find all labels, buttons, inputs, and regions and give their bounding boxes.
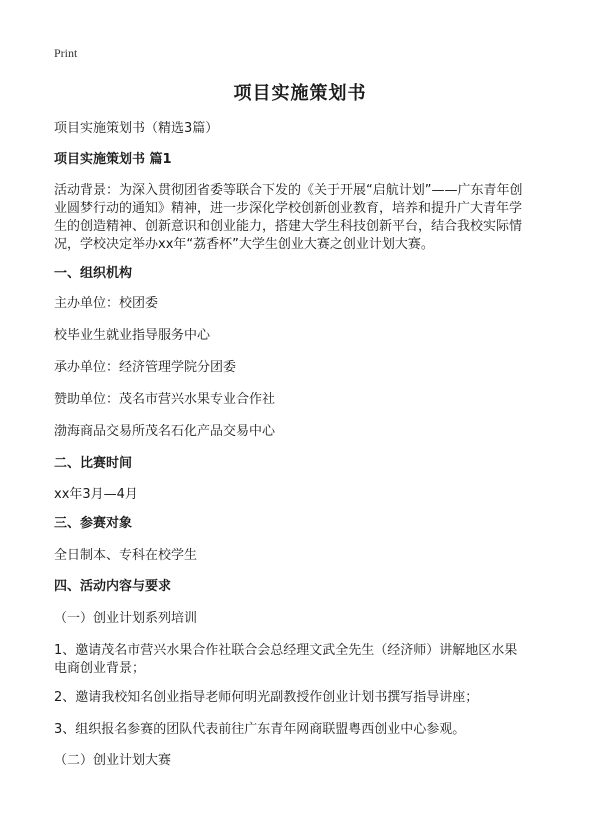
subheading-contest: （二）创业计划大赛	[54, 753, 172, 768]
target-value: 全日制本、专科在校学生	[54, 548, 198, 563]
section-heading: 项目实施策划书 篇1	[54, 152, 172, 167]
heading-content: 四、活动内容与要求	[54, 579, 172, 594]
background-line: 况，学校决定举办xx年“荔香杯”大学生创业大赛之创业计划大赛。	[54, 237, 434, 252]
org-host: 主办单位：校团委	[54, 296, 159, 311]
page-title: 项目实施策划书	[233, 83, 367, 104]
subheading-training: （一）创业计划系列培训	[54, 611, 198, 626]
background-line: 活动背景：为深入贯彻团省委等联合下发的《关于开展“启航计划”——广东青年创	[54, 183, 523, 198]
heading-organization: 一、组织机构	[54, 266, 133, 281]
print-link[interactable]: Print	[54, 46, 78, 60]
org-organizer: 承办单位：经济管理学院分团委	[54, 360, 237, 375]
item-3: 3、组织报名参赛的团队代表前往广东青年网商联盟粤西创业中心参观。	[54, 722, 466, 737]
background-paragraph	[54, 182, 544, 254]
org-sponsor: 赞助单位：茂名市营兴水果专业合作社	[54, 392, 276, 407]
item-1-line: 1、邀请茂名市营兴水果合作社联合会总经理文武全先生（经济师）讲解地区水果	[54, 643, 518, 658]
background-line: 业圆梦行动的通知》精神，进一步深化学校创新创业教育，培养和提升广大青年学	[54, 201, 523, 216]
item-1	[54, 642, 544, 678]
heading-target: 三、参赛对象	[54, 516, 133, 531]
org-host-2: 校毕业生就业指导服务中心	[54, 328, 211, 343]
background-line: 生的创造精神、创新意识和创业能力，搭建大学生科技创新平台，结合我校实际情	[54, 219, 523, 234]
time-value: xx年3月—4月	[54, 487, 138, 502]
item-2: 2、邀请我校知名创业指导老师何明光副教授作创业计划书撰写指导讲座；	[54, 690, 479, 705]
org-sponsor-2: 渤海商品交易所茂名石化产品交易中心	[54, 424, 276, 439]
item-1-line: 电商创业背景；	[54, 661, 146, 676]
heading-time: 二、比赛时间	[54, 456, 133, 471]
document-subtitle: 项目实施策划书（精选3篇）	[54, 121, 219, 136]
